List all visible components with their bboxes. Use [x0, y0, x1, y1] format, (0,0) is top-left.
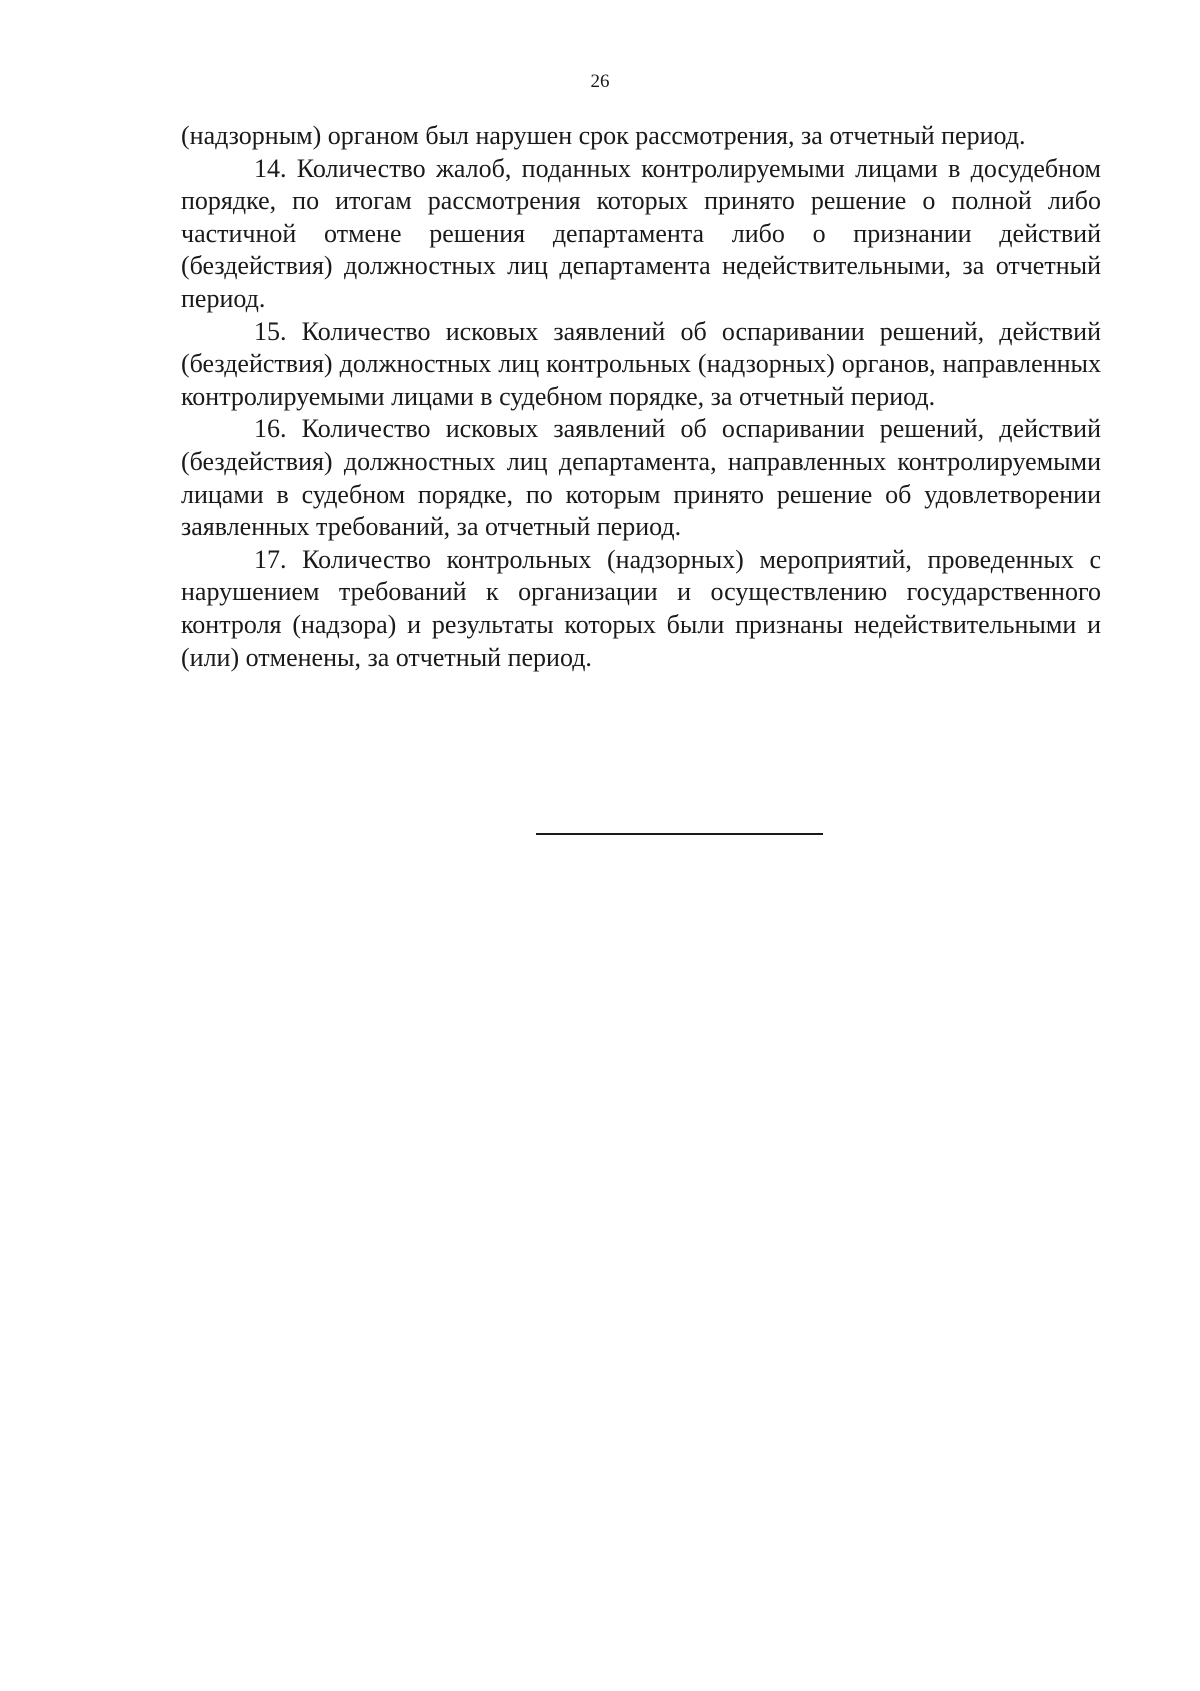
paragraph-text: Количество исковых заявлений об оспаривании решений, действий (бездействия) должностных лиц контрольных (надзорных) органов, направленных контролируемыми лицами в судебном порядке, за отчетный период. [181, 316, 1101, 411]
paragraph-item-15 [181, 316, 1101, 414]
end-of-document-rule [536, 833, 823, 835]
paragraph-text: Количество исковых заявлений об оспаривании решений, действий (бездействия) должностных лиц департамента, направленных контролируемыми лицами в судебном порядке, по которым принято решение об удовлетворении заявленных требований, за отчетный период. [181, 414, 1101, 542]
paragraph-number: 16. [254, 414, 287, 444]
paragraph-item-16 [181, 413, 1101, 543]
paragraph-text: (надзорным) органом был нарушен срок рассмотрения, за отчетный период. [181, 121, 1026, 150]
page-number: 26 [590, 71, 610, 92]
paragraph-number: 14. [254, 153, 287, 183]
paragraph-number: 17. [254, 544, 287, 574]
paragraph-item-14 [181, 153, 1101, 316]
document-body [181, 120, 1101, 674]
paragraph-text: Количество жалоб, поданных контролируемыми лицами в досудебном порядке, по итогам рассмотрения которых принято решение о полной либо частичной отмене решения департамента либо о признании действий (бездействия) должностных лиц департамента недействительными, за отчетный период. [181, 153, 1101, 313]
paragraph-number: 15. [254, 316, 287, 346]
paragraph-text: Количество контрольных (надзорных) мероприятий, проведенных с нарушением требований к организации и осуществлению государственного контроля (надзора) и результаты которых были признаны недействительными и (или) отменены, за отчетный период. [181, 544, 1102, 672]
paragraph-continuation [181, 120, 1101, 153]
paragraph-item-17 [181, 544, 1101, 674]
